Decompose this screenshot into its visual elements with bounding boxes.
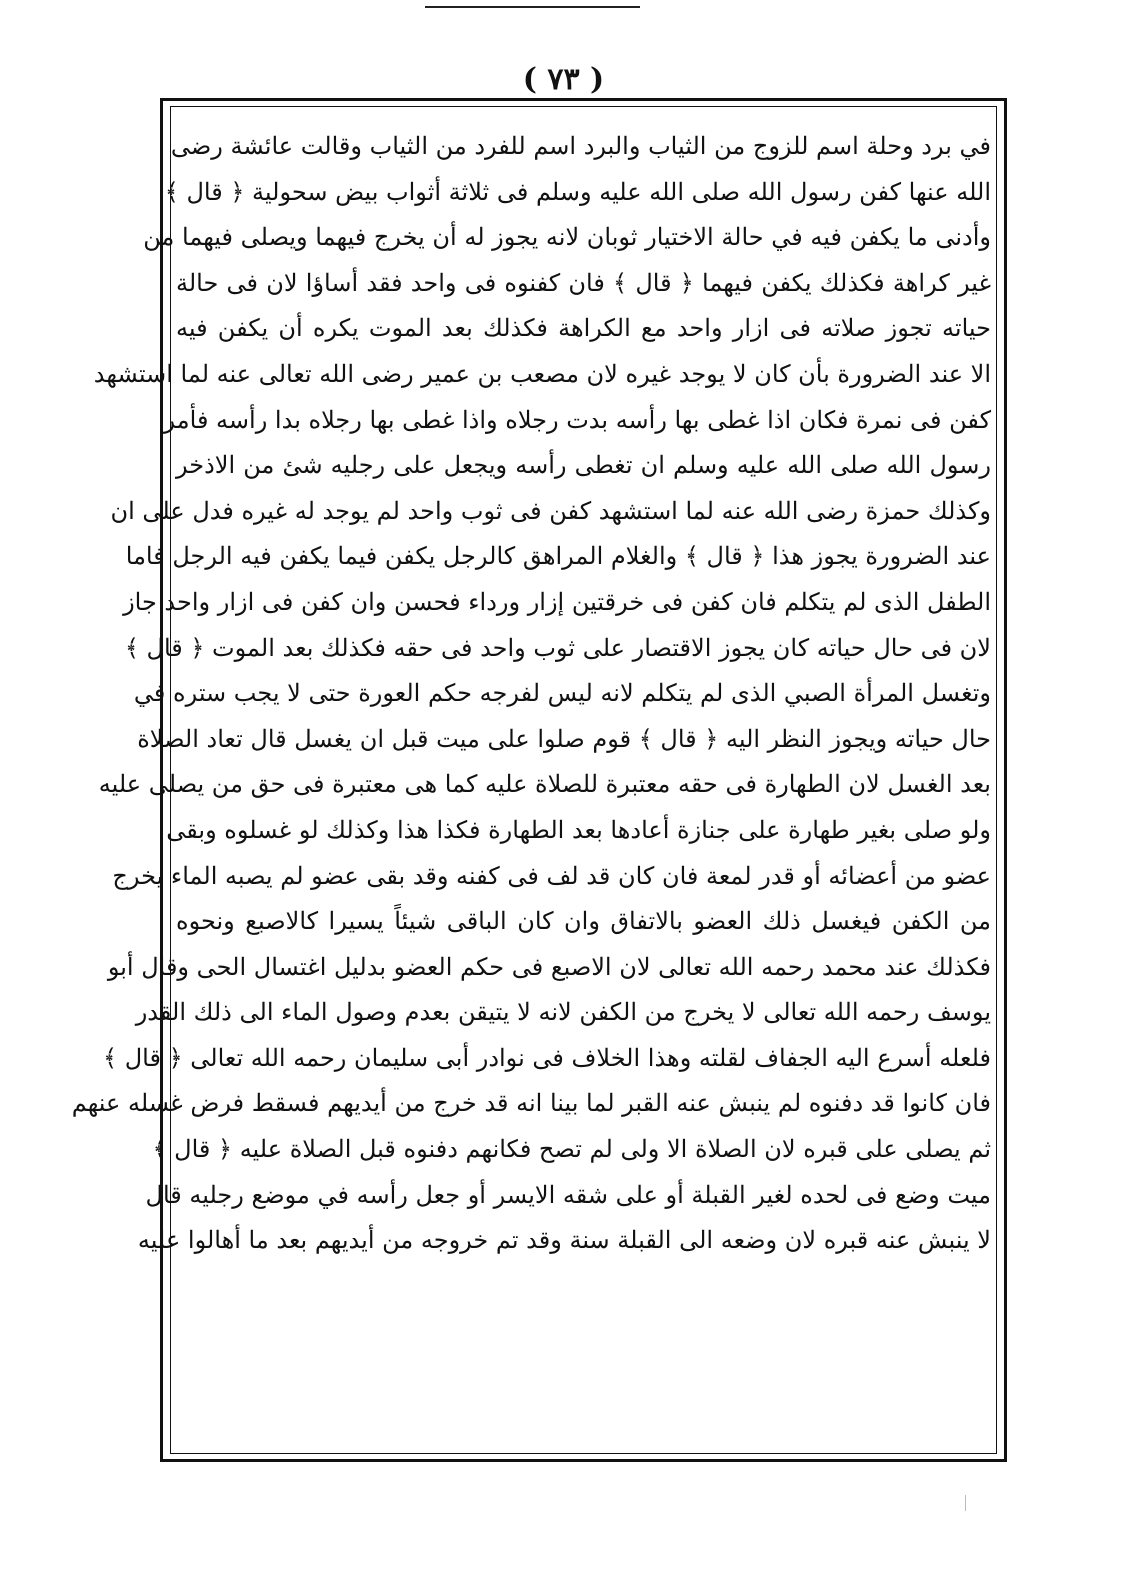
text-line: عند الضرورة يجوز هذا ﴿ قال ﴾ والغلام المراهق كالرجل يكفن فيما يكفن فيه الرجل فاما	[125, 542, 991, 571]
text-line: من الكفن فيغسل ذلك العضو بالاتفاق وان كان الباقى شيئاً يسيرا كالاصبع ونحوه	[176, 907, 991, 936]
text-line: حياته تجوز صلاته فى ازار واحد مع الكراهة فكذلك بعد الموت يكره أن يكفن فيه	[176, 314, 991, 343]
text-line: ثم يصلى على قبره لان الصلاة الا ولى لم تصح فكانهم دفنوه قبل الصلاة عليه ﴿ قال ﴾	[152, 1135, 991, 1164]
text-line: الا عند الضرورة بأن كان لا يوجد غيره لان مصعب بن عمير رضى الله تعالى عنه لما استشهد	[93, 359, 991, 388]
text-line: الطفل الذى لم يتكلم فان كفن فى خرقتين إزار ورداء فحسن وان كفن فى ازار واحد جاز	[123, 587, 991, 616]
text-line: فان كانوا قد دفنوه لم ينبش عنه القبر لما بينا انه قد خرج من أيديهم فسقط فرض غسله عنهم	[71, 1089, 991, 1118]
text-line: غير كراهة فكذلك يكفن فيهما ﴿ قال ﴾ فان كفنوه فى واحد فقد أساؤا لان فى حالة	[176, 268, 991, 297]
text-line: لان فى حال حياته كان يجوز الاقتصار على ثوب واحد فى حقه فكذلك بعد الموت ﴿ قال ﴾	[124, 633, 991, 662]
text-line: وكذلك حمزة رضى الله عنه لما استشهد كفن فى ثوب واحد لم يوجد له غيره فدل على ان	[110, 496, 991, 525]
text-line: كفن فى نمرة فكان اذا غطى بها رأسه بدت رجلاه واذا غطى بها رجلاه بدا رأسه فأمر	[163, 405, 991, 434]
text-line: وأدنى ما يكفن فيه في حالة الاختيار ثوبان لانه يجوز له أن يخرج فيهما ويصلى فيهما من	[143, 223, 991, 252]
top-rule	[425, 6, 640, 8]
text-line: الله عنها كفن رسول الله صلى الله عليه وسلم فى ثلاثة أثواب بيض سحولية ﴿ قال ﴾	[164, 177, 991, 206]
text-line: يوسف رحمه الله تعالى لا يخرج من الكفن لانه لا يتيقن بعدم وصول الماء الى ذلك القدر	[135, 998, 991, 1027]
text-line: فلعله أسرع اليه الجفاف لقلته وهذا الخلاف فى نوادر أبى سليمان رحمه الله تعالى ﴿ قال ﴾	[103, 1043, 991, 1072]
page-number: ( ٧٣ )	[522, 62, 605, 97]
text-line: وتغسل المرأة الصبي الذى لم يتكلم لانه ليس لفرجه حكم العورة حتى لا يجب ستره في	[133, 679, 991, 708]
text-line: حال حياته ويجوز النظر اليه ﴿ قال ﴾ قوم صلوا على ميت قبل ان يغسل قال تعاد الصلاة	[137, 724, 991, 753]
text-line: في برد وحلة اسم للزوج من الثياب والبرد اسم للفرد من الثياب وقالت عائشة رضى	[170, 132, 991, 160]
text-line: ميت وضع فى لحده لغير القبلة أو على شقه الايسر أو جعل رأسه في موضع رجليه قال	[145, 1180, 991, 1209]
text-line: ولو صلى بغير طهارة على جنازة أعادها بعد الطهارة فكذا هذا وكذلك لو غسلوه وبقى	[166, 815, 991, 844]
text-line: بعد الغسل لان الطهارة فى حقه معتبرة للصلاة عليه كما هى معتبرة فى حق من يصلى عليه	[98, 770, 991, 799]
scan-edge-mark	[965, 1495, 966, 1511]
text-line: لا ينبش عنه قبره لان وضعه الى القبلة سنة وقد تم خروجه من أيديهم بعد ما أهالوا عليه	[137, 1226, 991, 1255]
text-line: فكذلك عند محمد رحمه الله تعالى لان الاصبع فى حكم العضو بدليل اغتسال الحى وقال أبو	[107, 952, 991, 981]
text-line: عضو من أعضائه أو قدر لمعة فان كان قد لف فى كفنه وقد بقى عضو لم يصبه الماء يخرج	[112, 861, 991, 890]
text-body	[71, 124, 991, 1264]
text-line: رسول الله صلى الله عليه وسلم ان تغطى رأسه ويجعل على رجليه شئ من الاذخر	[176, 451, 991, 480]
